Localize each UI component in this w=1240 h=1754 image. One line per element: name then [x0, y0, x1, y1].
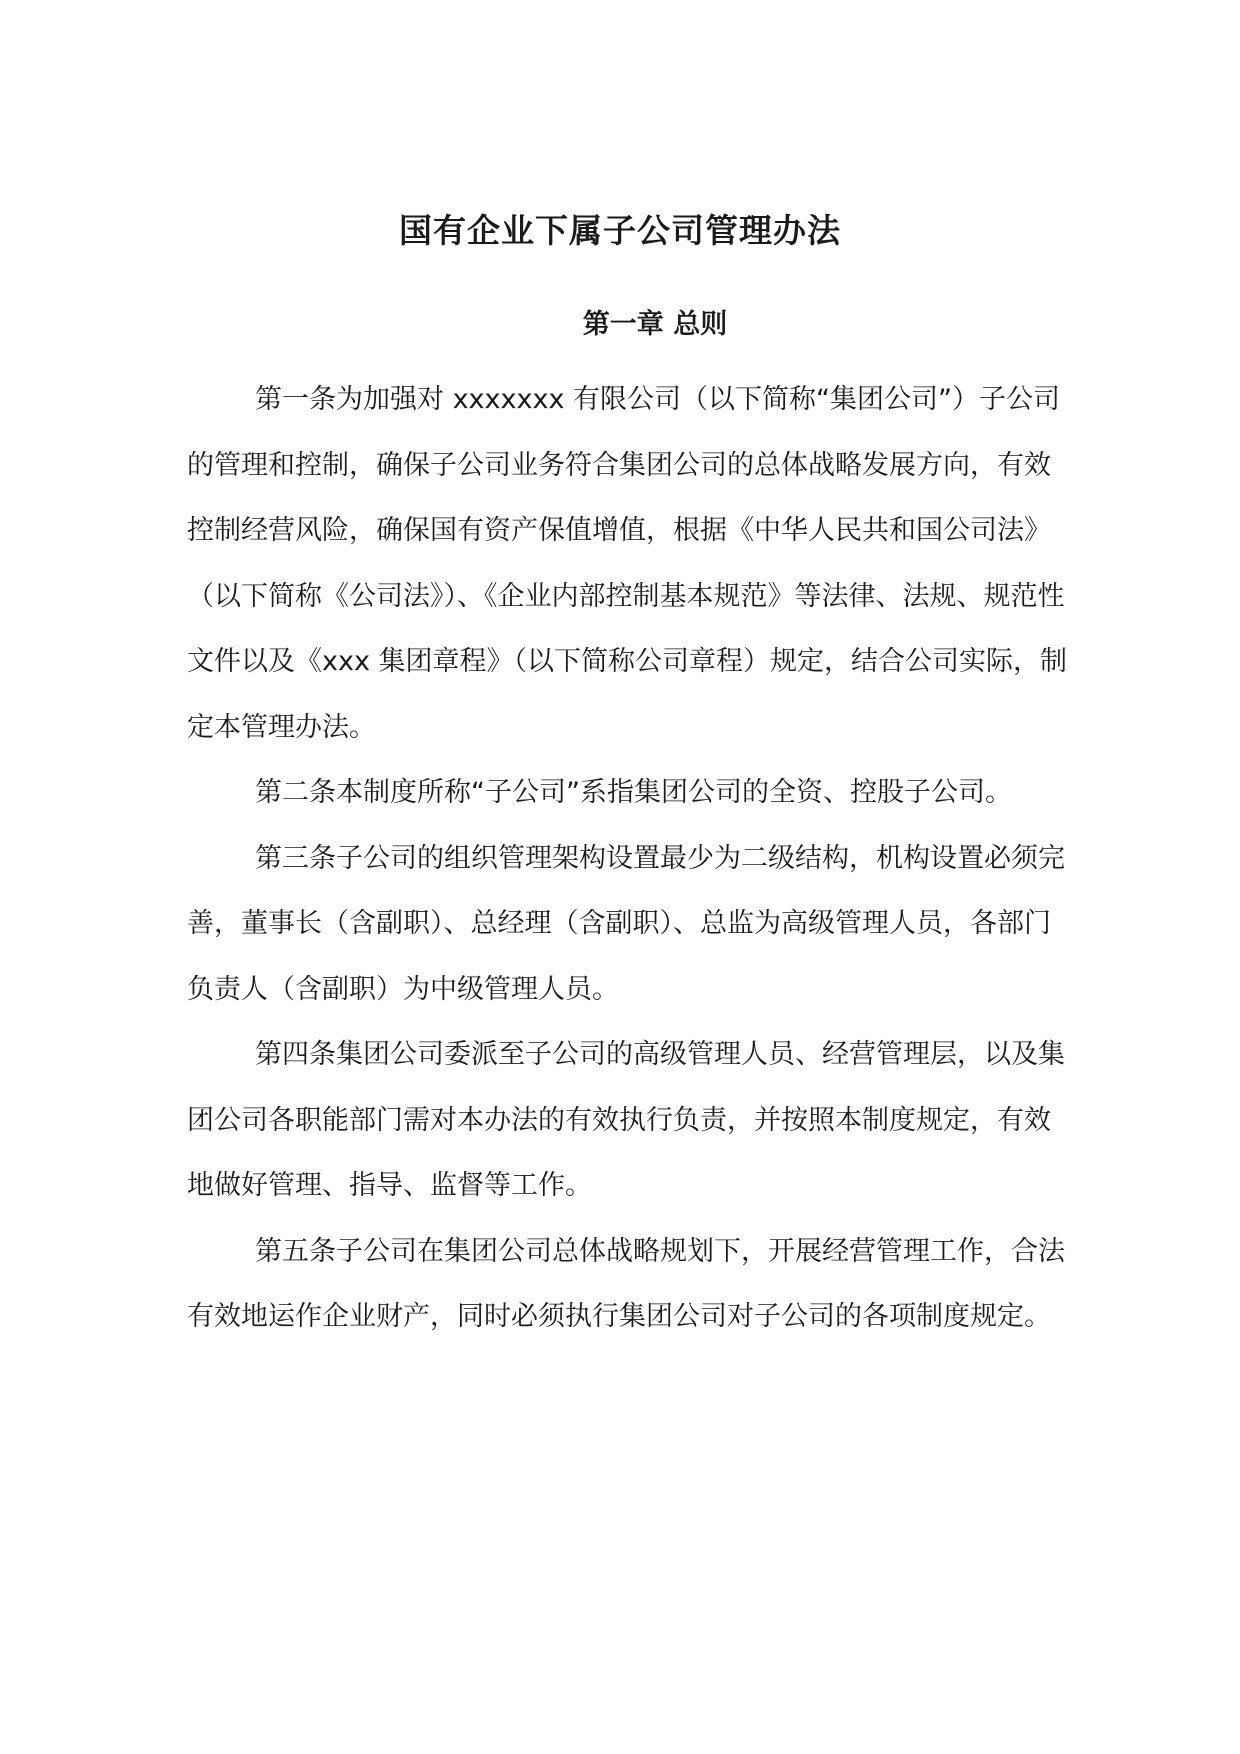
- article-3: 第三条子公司的组织管理架构设置最少为二级结构，机构设置必须完善，董事长（含副职）、总经理（含副职）、总监为高级管理人员，各部门负责人（含副职）为中级管理人员。: [187, 842, 1065, 1005]
- document-body: [187, 367, 1077, 1350]
- chapter-heading: 第一章 总则: [582, 309, 728, 340]
- document-title: 国有企业下属子公司管理办法: [399, 211, 841, 250]
- article-1: 第一条为加强对 xxxxxxx 有限公司（以下简称“集团公司”）子公司的管理和控制，确保子公司业务符合集团公司的总体战略发展方向，有效控制经营风险，确保国有资产保值增值，根据《中华人民共和国公司法》（以下简称《公司法》）、《企业内部控制基本规范》等法律、法规、规范性文件以及《xxx 集团章程》（以下简称公司章程）规定，结合公司实际，制定本管理办法。: [187, 384, 1068, 743]
- article-2: 第二条本制度所称“子公司”系指集团公司的全资、控股子公司。: [255, 777, 1012, 808]
- article-4: 第四条集团公司委派至子公司的高级管理人员、经营管理层，以及集团公司各职能部门需对本办法的有效执行负责，并按照本制度规定，有效地做好管理、指导、监督等工作。: [187, 1039, 1065, 1201]
- article-5: 第五条子公司在集团公司总体战略规划下，开展经营管理工作，合法有效地运作企业财产，同时必须执行集团公司对子公司的各项制度规定。: [187, 1235, 1065, 1332]
